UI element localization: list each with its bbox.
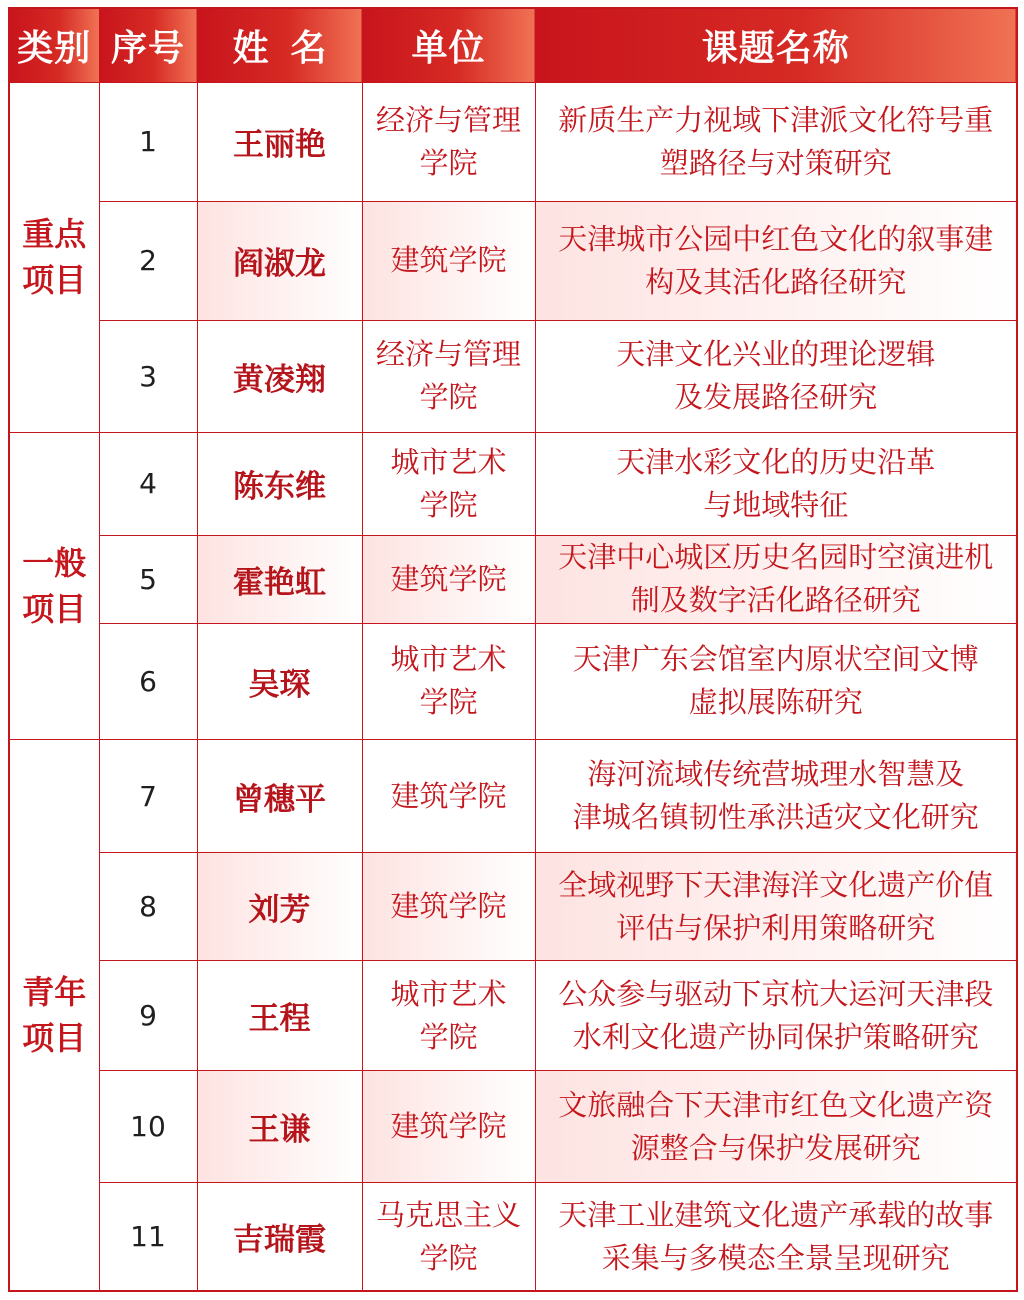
person-name: 陈东维 xyxy=(197,432,362,535)
topic-cell: 天津城市公园中红色文化的叙事建 构及其活化路径研究 xyxy=(535,201,1017,320)
person-name: 刘芳 xyxy=(197,853,362,961)
table-row xyxy=(9,853,1017,961)
row-number: 2 xyxy=(99,201,197,320)
topic-cell: 天津水彩文化的历史沿革 与地域特征 xyxy=(535,432,1017,535)
row-number: 11 xyxy=(99,1183,197,1291)
person-name: 黄凌翔 xyxy=(197,320,362,432)
topic-cell: 天津文化兴业的理论逻辑 及发展路径研究 xyxy=(535,320,1017,432)
header-topic: 课题名称 xyxy=(535,8,1017,82)
person-name: 阎淑龙 xyxy=(197,201,362,320)
table-row xyxy=(9,535,1017,623)
topic-cell: 文旅融合下天津市红色文化遗产资 源整合与保护发展研究 xyxy=(535,1071,1017,1183)
person-name: 霍艳虹 xyxy=(197,535,362,623)
topic-cell: 全域视野下天津海洋文化遗产价值 评估与保护利用策略研究 xyxy=(535,853,1017,961)
table-row xyxy=(9,82,1017,201)
row-number: 3 xyxy=(99,320,197,432)
row-number: 1 xyxy=(99,82,197,201)
topic-cell: 天津工业建筑文化遗产承载的故事 采集与多模态全景呈现研究 xyxy=(535,1183,1017,1291)
unit-cell: 城市艺术 学院 xyxy=(362,432,535,535)
person-name: 曾穗平 xyxy=(197,740,362,853)
topic-cell: 天津中心城区历史名园时空演进机 制及数字活化路径研究 xyxy=(535,535,1017,623)
row-number: 8 xyxy=(99,853,197,961)
row-number: 10 xyxy=(99,1071,197,1183)
table-row xyxy=(9,201,1017,320)
category-general-projects: 一般 项目 xyxy=(9,432,99,739)
unit-cell: 城市艺术 学院 xyxy=(362,623,535,739)
unit-cell: 经济与管理 学院 xyxy=(362,320,535,432)
unit-cell: 建筑学院 xyxy=(362,740,535,853)
category-key-projects: 重点 项目 xyxy=(9,82,99,432)
table-row xyxy=(9,432,1017,535)
person-name: 王谦 xyxy=(197,1071,362,1183)
row-number: 4 xyxy=(99,432,197,535)
person-name: 吉瑞霞 xyxy=(197,1183,362,1291)
unit-cell: 建筑学院 xyxy=(362,201,535,320)
unit-cell: 马克思主义 学院 xyxy=(362,1183,535,1291)
header-name: 姓名 xyxy=(197,8,362,82)
row-number: 9 xyxy=(99,961,197,1071)
table-row xyxy=(9,1071,1017,1183)
topic-cell: 新质生产力视域下津派文化符号重 塑路径与对策研究 xyxy=(535,82,1017,201)
unit-cell: 建筑学院 xyxy=(362,535,535,623)
topic-cell: 海河流域传统营城理水智慧及 津城名镇韧性承洪适灾文化研究 xyxy=(535,740,1017,853)
table-row xyxy=(9,320,1017,432)
row-number: 6 xyxy=(99,623,197,739)
unit-cell: 建筑学院 xyxy=(362,1071,535,1183)
category-youth-projects: 青年 项目 xyxy=(9,740,99,1292)
unit-cell: 城市艺术 学院 xyxy=(362,961,535,1071)
table-row xyxy=(9,623,1017,739)
table-row xyxy=(9,1183,1017,1291)
person-name: 吴琛 xyxy=(197,623,362,739)
header-unit: 单位 xyxy=(362,8,535,82)
topic-cell: 天津广东会馆室内原状空间文博 虚拟展陈研究 xyxy=(535,623,1017,739)
table-row xyxy=(9,961,1017,1071)
project-table xyxy=(8,7,1018,1292)
unit-cell: 建筑学院 xyxy=(362,853,535,961)
person-name: 王程 xyxy=(197,961,362,1071)
header-category: 类别 xyxy=(9,8,99,82)
topic-cell: 公众参与驱动下京杭大运河天津段 水利文化遗产协同保护策略研究 xyxy=(535,961,1017,1071)
row-number: 7 xyxy=(99,740,197,853)
unit-cell: 经济与管理 学院 xyxy=(362,82,535,201)
header-index: 序号 xyxy=(99,8,197,82)
table-header-row xyxy=(9,8,1017,82)
person-name: 王丽艳 xyxy=(197,82,362,201)
table-row xyxy=(9,740,1017,853)
row-number: 5 xyxy=(99,535,197,623)
